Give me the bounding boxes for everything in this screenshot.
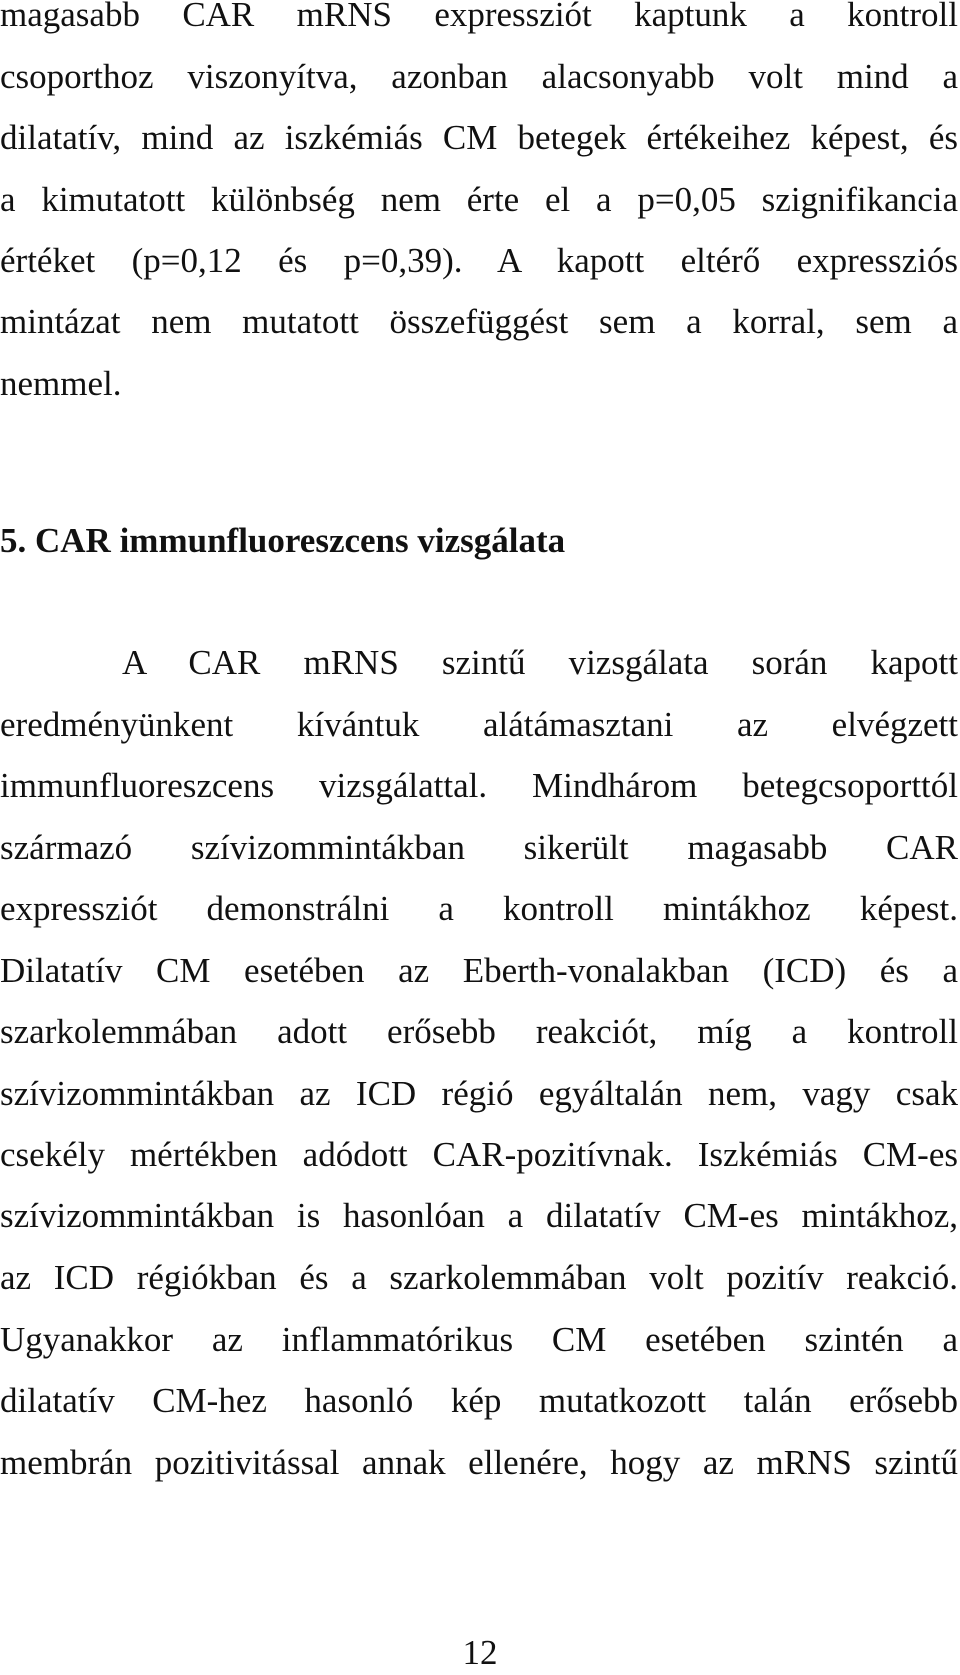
paragraph-line: értéket (p=0,12 és p=0,39). A kapott eltérő expressziós	[0, 241, 958, 280]
paragraph-line: immunfluoreszcens vizsgálattal. Mindhárom betegcsoporttól	[0, 766, 958, 805]
paragraph-line: a kimutatott különbség nem érte el a p=0,05 szignifikancia	[0, 180, 958, 219]
paragraph-line: expressziót demonstrálni a kontroll mintákhoz képest.	[0, 889, 958, 928]
paragraph-line: szívizommintákban is hasonlóan a dilatatív CM-es mintákhoz,	[0, 1196, 958, 1235]
paragraph-line: A CAR mRNS szintű vizsgálata során kapott	[122, 643, 958, 682]
paragraph-line: membrán pozitivitással annak ellenére, hogy az mRNS szintű	[0, 1443, 958, 1482]
paragraph-line: Ugyanakkor az inflammatórikus CM esetében szintén a	[0, 1320, 958, 1359]
paragraph-line: Dilatatív CM esetében az Eberth-vonalakban (ICD) és a	[0, 951, 958, 990]
page-number: 12	[462, 1633, 498, 1672]
paragraph-line: eredményünkent kívántuk alátámasztani az elvégzett	[0, 705, 958, 744]
paragraph-line: az ICD régiókban és a szarkolemmában volt pozitív reakció.	[0, 1258, 958, 1297]
paragraph-line: szívizommintákban az ICD régió egyáltalán nem, vagy csak	[0, 1074, 958, 1113]
paragraph-line: származó szívizommintákban sikerült magasabb CAR	[0, 828, 958, 867]
paragraph-line: nemmel.	[0, 364, 122, 403]
paragraph-line: mintázat nem mutatott összefüggést sem a korral, sem a	[0, 302, 958, 341]
paragraph-line: csoporthoz viszonyítva, azonban alacsonyabb volt mind a	[0, 57, 958, 96]
section-heading: 5. CAR immunfluoreszcens vizsgálata	[0, 521, 566, 560]
paragraph-line: dilatatív CM-hez hasonló kép mutatkozott talán erősebb	[0, 1381, 958, 1420]
paragraph-line: szarkolemmában adott erősebb reakciót, míg a kontroll	[0, 1012, 958, 1051]
paragraph-line: dilatatív, mind az iszkémiás CM betegek értékeihez képest, és	[0, 118, 958, 157]
paragraph-line: csekély mértékben adódott CAR-pozitívnak. Iszkémiás CM-es	[0, 1135, 958, 1174]
paragraph-line: magasabb CAR mRNS expressziót kaptunk a kontroll	[0, 0, 958, 34]
